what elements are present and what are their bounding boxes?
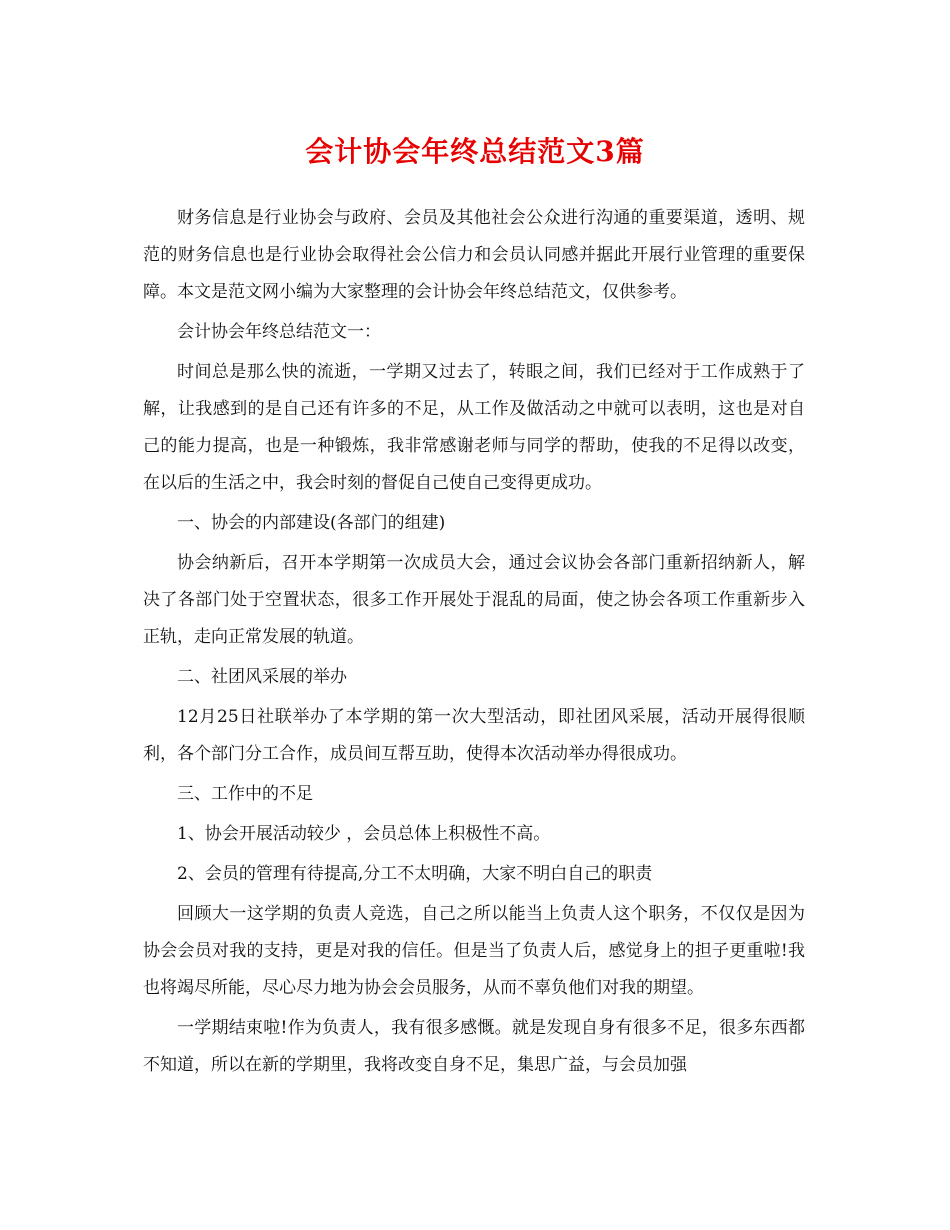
document-body <box>143 200 805 1087</box>
list-item: 2、会员的管理有待提高,分工不太明确，大家不明白自己的职责 <box>177 864 653 884</box>
paragraph: 回顾大一这学期的负责人竞选，自己之所以能当上负责人这个职务，不仅仅是因为协会会员对我的支持，更是对我的信任。但是当了负责人后，感觉身上的担子更重啦!我也将竭尽所能，尽心尽力地为协会会员服务，从而不辜负他们对我的期望。 <box>143 904 805 998</box>
section-heading: 三、工作中的不足 <box>177 784 313 804</box>
document-title: 会计协会年终总结范文3篇 <box>305 135 645 168</box>
section-heading-sample-one: 会计协会年终总结范文一： <box>177 322 381 342</box>
list-item: 1、协会开展活动较少 ，会员总体上积极性不高。 <box>177 824 551 844</box>
section-heading: 二、社团风采展的举办 <box>177 667 347 687</box>
paragraph: 一学期结束啦!作为负责人，我有很多感慨。就是发现自身有很多不足，很多东西都不知道，所以在新的学期里，我将改变自身不足，集思广益，与会员加强 <box>143 1018 805 1075</box>
paragraph: 协会纳新后，召开本学期第一次成员大会，通过会议协会各部门重新招纳新人，解决了各部门处于空置状态，很多工作开展处于混乱的局面，使之协会各项工作重新步入正轨，走向正常发展的轨道。 <box>143 553 805 647</box>
section-heading: 一、协会的内部建设(各部门的组建) <box>177 513 446 533</box>
paragraph: 时间总是那么快的流逝，一学期又过去了，转眼之间，我们已经对于工作成熟于了解，让我感到的是自己还有许多的不足，从工作及做活动之中就可以表明，这也是对自己的能力提高，也是一种锻炼，我非常感谢老师与同学的帮助，使我的不足得以改变，在以后的生活之中，我会时刻的督促自己使自己变得更成功。 <box>143 362 805 493</box>
paragraph-intro: 财务信息是行业协会与政府、会员及其他社会公众进行沟通的重要渠道，透明、规范的财务信息也是行业协会取得社会公信力和会员认同感并据此开展行业管理的重要保障。本文是范文网小编为大家整理的会计协会年终总结范文，仅供参考。 <box>143 208 805 302</box>
paragraph: 12月25日社联举办了本学期的第一次大型活动，即社团风采展，活动开展得很顺利，各个部门分工合作，成员间互帮互助，使得本次活动举办得很成功。 <box>143 707 805 764</box>
